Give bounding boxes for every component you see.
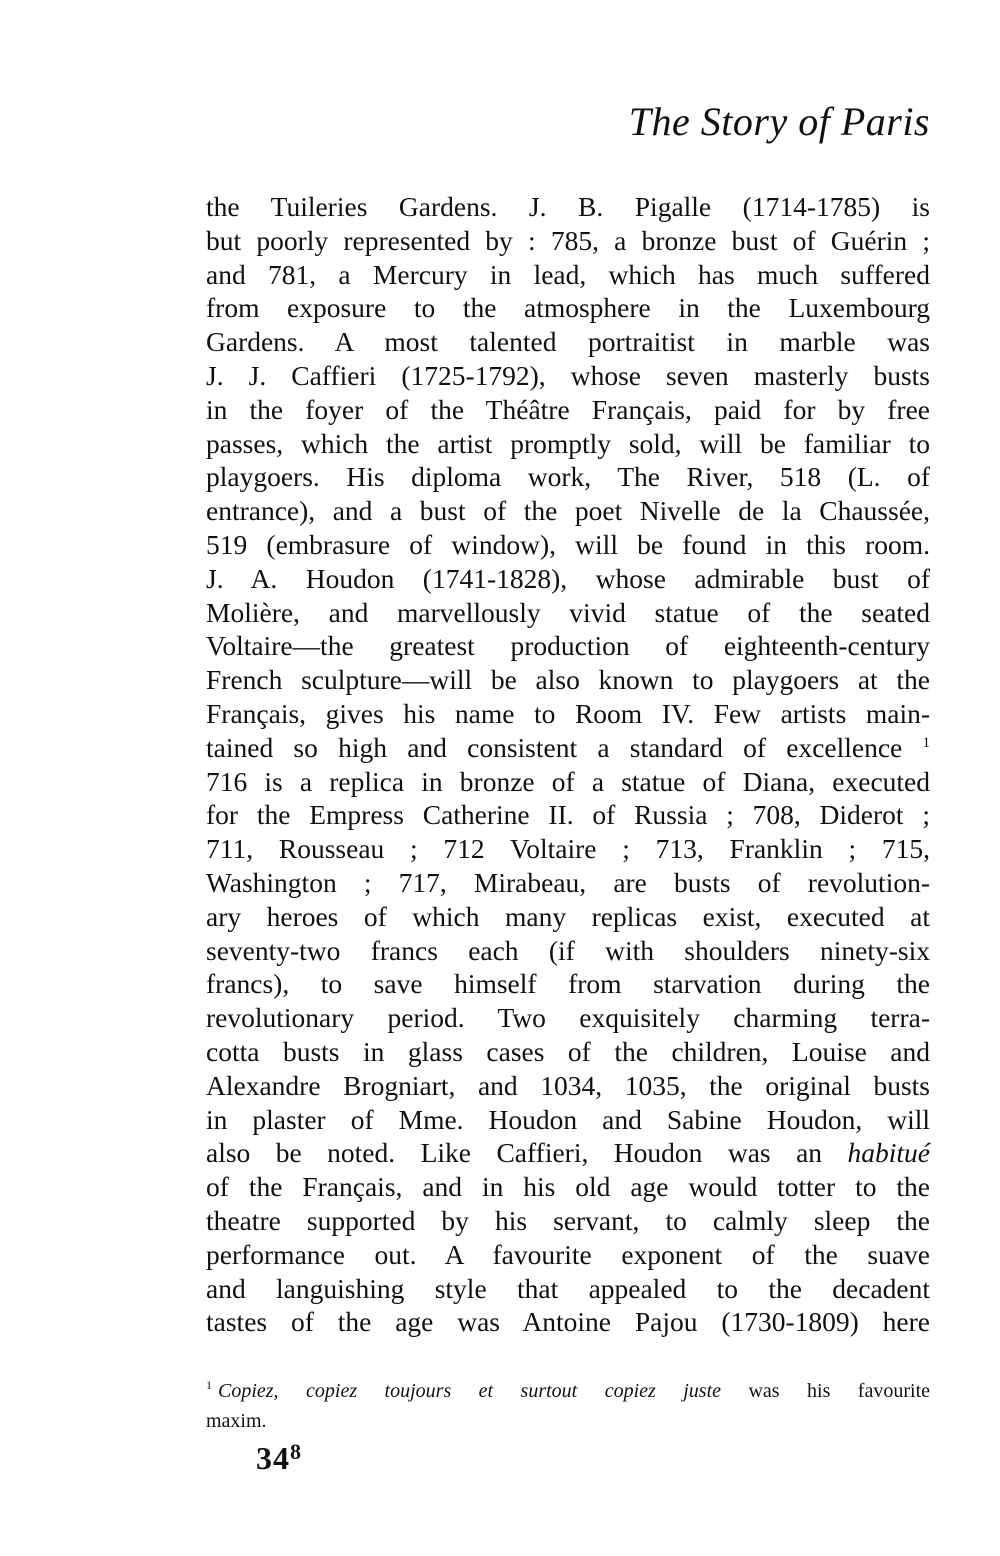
page-number-sup: 8 [290, 1439, 302, 1464]
text-line: performance out. A favourite exponent of the suave [206, 1238, 930, 1270]
footnote-line: maxim. [206, 1410, 267, 1432]
text-line: Washington ; 717, Mirabeau, are busts of revolution- [206, 866, 930, 898]
text-line: Voltaire—the greatest production of eighteenth-century [206, 630, 930, 662]
text-line: for the Empress Catherine II. of Russia ; 708, Diderot ; [206, 799, 930, 831]
text-line: in plaster of Mme. Houdon and Sabine Houdon, will [206, 1103, 930, 1135]
text-line: J. A. Houdon (1741-1828), whose admirable bust of [206, 562, 930, 594]
text-line: cotta busts in glass cases of the children, Louise and [206, 1035, 930, 1067]
footnote-reference: 1 [922, 734, 930, 751]
page-number [256, 1440, 302, 1477]
text-line: seventy-two francs each (if with shoulders ninety-six [206, 934, 930, 966]
text-line: 716 is a replica in bronze of a statue of Diana, executed [206, 765, 930, 797]
footnote-quote: Copiez, copiez toujours et surtout copiez juste [218, 1380, 722, 1402]
page-number-main: 34 [256, 1440, 290, 1476]
body-text [206, 190, 930, 1339]
text-line-with-footnote [206, 731, 930, 765]
text-line: and 781, a Mercury in lead, which has much suffered [206, 258, 930, 290]
text-line: French sculpture—will be also known to playgoers at the [206, 664, 930, 696]
text-line: francs), to save himself from starvation during the [206, 968, 930, 1000]
footnote [206, 1376, 930, 1436]
text-line: but poorly represented by : 785, a bronze bust of Guérin ; [206, 224, 930, 256]
footnote-line [206, 1376, 930, 1406]
text-line: tastes of the age was Antoine Pajou (1730-1809) here [206, 1306, 930, 1338]
text-line: in the foyer of the Théâtre Français, paid for by free [206, 393, 930, 425]
text-line: playgoers. His diploma work, The River, 518 (L. of [206, 461, 930, 493]
text-line-content: tained so high and consistent a standard of excellence [206, 731, 903, 763]
footnote-marker: 1 [206, 1378, 212, 1393]
text-line: the Tuileries Gardens. J. B. Pigalle (1714-1785) is [206, 191, 930, 222]
text-line: from exposure to the atmosphere in the Luxembourg [206, 292, 930, 324]
italic-word: habitué [847, 1137, 931, 1169]
running-head: The Story of Paris [628, 99, 930, 144]
text-line: Gardens. A most talented portraitist in marble was [206, 326, 930, 358]
text-line: 711, Rousseau ; 712 Voltaire ; 713, Franklin ; 715, [206, 833, 930, 865]
text-line: of the Français, and in his old age would totter to the [206, 1171, 930, 1203]
text-line: Français, gives his name to Room IV. Few artists main- [206, 697, 930, 729]
text-line: theatre supported by his servant, to calmly sleep the [206, 1204, 930, 1236]
text-line: ary heroes of which many replicas exist, executed at [206, 900, 930, 932]
text-line: passes, which the artist promptly sold, will be familiar to [206, 427, 930, 459]
text-line: revolutionary period. Two exquisitely charming terra- [206, 1002, 930, 1034]
text-line: J. J. Caffieri (1725-1792), whose seven masterly busts [206, 359, 930, 391]
text-line-content: also be noted. Like Caffieri, Houdon was an [206, 1137, 823, 1169]
text-line-with-italic [206, 1136, 930, 1170]
text-line: entrance), and a bust of the poet Nivelle de la Chaussée, [206, 495, 930, 527]
text-line: 519 (embrasure of window), will be found in this room. [206, 528, 930, 560]
text-line: and languishing style that appealed to the decadent [206, 1272, 930, 1304]
text-line: Alexandre Brogniart, and 1034, 1035, the original busts [206, 1069, 930, 1101]
footnote-text: was his favourite [748, 1380, 930, 1402]
text-line: Molière, and marvellously vivid statue of the seated [206, 596, 930, 628]
